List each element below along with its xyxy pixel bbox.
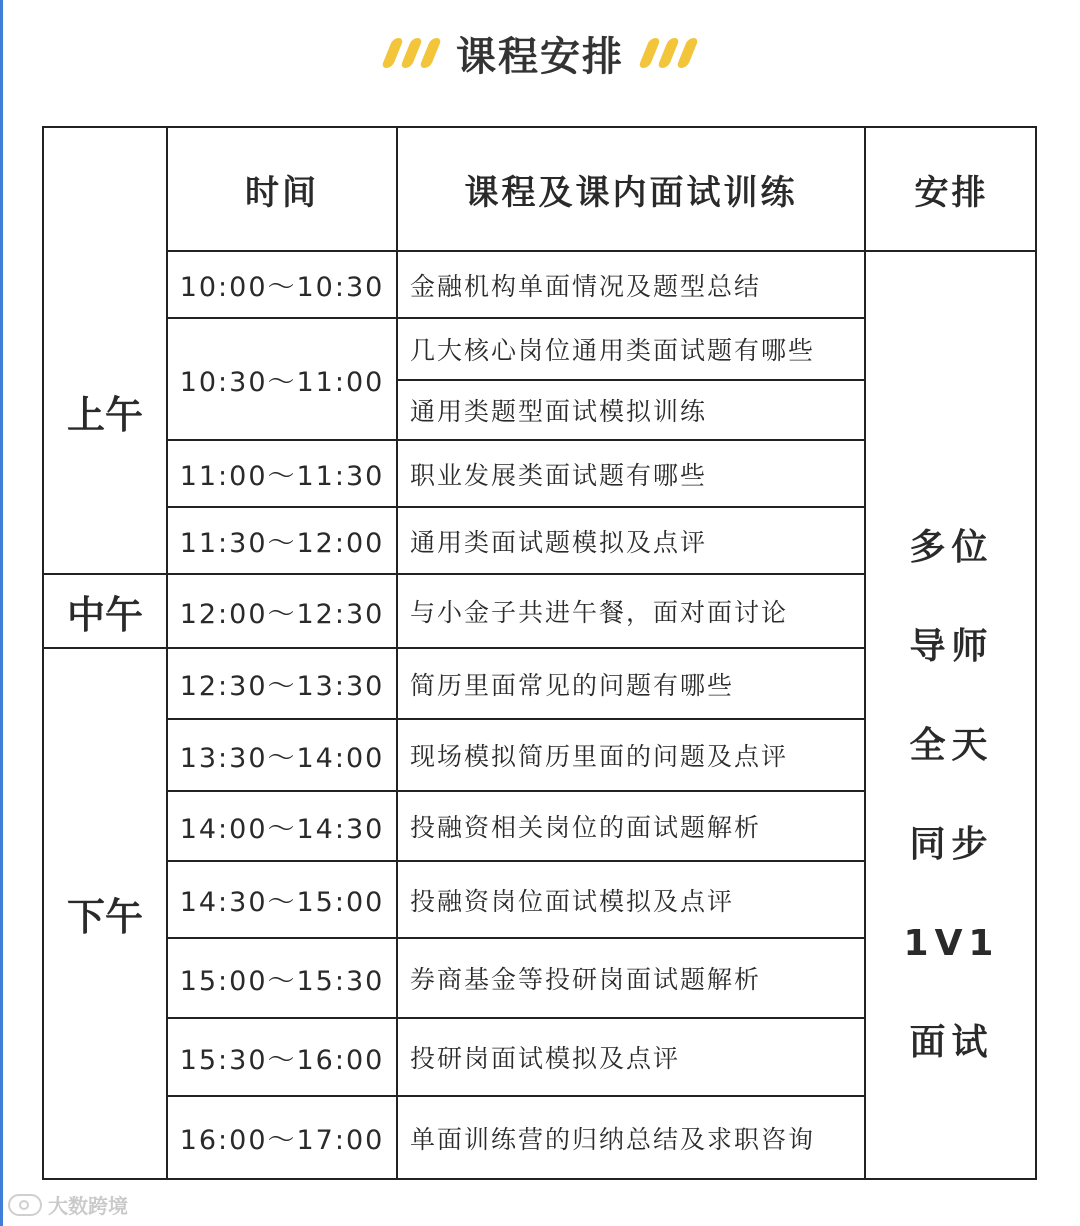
course-cell: 投融资岗位面试模拟及点评 — [410, 886, 735, 916]
time-cell: 15:30～16:00 — [179, 1044, 385, 1076]
course-cell: 券商基金等投研岗面试题解析 — [410, 965, 762, 994]
header-course: 课程及课内面试训练 — [464, 172, 798, 213]
page-edge-strip — [0, 0, 3, 1226]
watermark-text: 大数跨境 — [48, 1194, 128, 1218]
watermark — [8, 1190, 128, 1219]
period-afternoon: 下午 — [66, 895, 143, 939]
header-arrange: 安排 — [914, 172, 989, 213]
course-cell: 投融资相关岗位的面试题解析 — [410, 813, 762, 842]
time-cell: 15:00～15:30 — [179, 965, 385, 997]
course-cell: 与小金子共进午餐，面对面讨论 — [410, 598, 789, 627]
arrangement-cell — [866, 518, 1037, 1112]
course-cell: 通用类题型面试模拟训练 — [410, 397, 708, 426]
arrangement-line: 同步 — [909, 824, 994, 865]
page-header — [0, 18, 1080, 88]
period-morning: 上午 — [66, 393, 143, 437]
title-decoration-left — [387, 38, 436, 68]
time-cell: 14:30～15:00 — [179, 887, 385, 918]
time-cell: 11:30～12:00 — [179, 528, 385, 559]
time-cell: 11:00～11:30 — [179, 461, 385, 492]
time-cell: 10:30～11:00 — [179, 366, 385, 398]
schedule-table — [42, 126, 1037, 1180]
page-title: 课程安排 — [456, 33, 624, 80]
course-cell: 现场模拟简历里面的问题及点评 — [410, 742, 789, 771]
time-cell: 12:30～13:30 — [179, 671, 385, 702]
time-cell: 10:00～10:30 — [179, 272, 385, 303]
time-cell: 16:00～17:00 — [179, 1125, 385, 1156]
course-cell: 几大核心岗位通用类面试题有哪些 — [410, 336, 816, 365]
course-cell: 金融机构单面情况及题型总结 — [410, 271, 762, 301]
arrangement-line: 导师 — [909, 626, 994, 667]
watermark-logo-icon — [8, 1194, 42, 1216]
arrangement-line: 1V1 — [903, 923, 1000, 964]
course-cell: 单面训练营的归纳总结及求职咨询 — [410, 1124, 816, 1154]
header-time: 时间 — [245, 172, 319, 213]
course-cell: 通用类面试题模拟及点评 — [410, 527, 708, 557]
time-cell: 13:30～14:00 — [179, 742, 385, 774]
arrangement-line: 面试 — [909, 1022, 994, 1063]
arrangement-line: 多位 — [909, 527, 994, 568]
arrangement-line: 全天 — [909, 725, 994, 766]
course-cell: 职业发展类面试题有哪些 — [410, 460, 708, 490]
time-cell: 14:00～14:30 — [179, 813, 385, 845]
period-noon: 中午 — [66, 592, 143, 637]
course-cell: 简历里面常见的问题有哪些 — [410, 670, 735, 700]
course-cell: 投研岗面试模拟及点评 — [410, 1044, 681, 1073]
title-decoration-right — [644, 38, 693, 68]
time-cell: 12:00～12:30 — [179, 598, 385, 630]
